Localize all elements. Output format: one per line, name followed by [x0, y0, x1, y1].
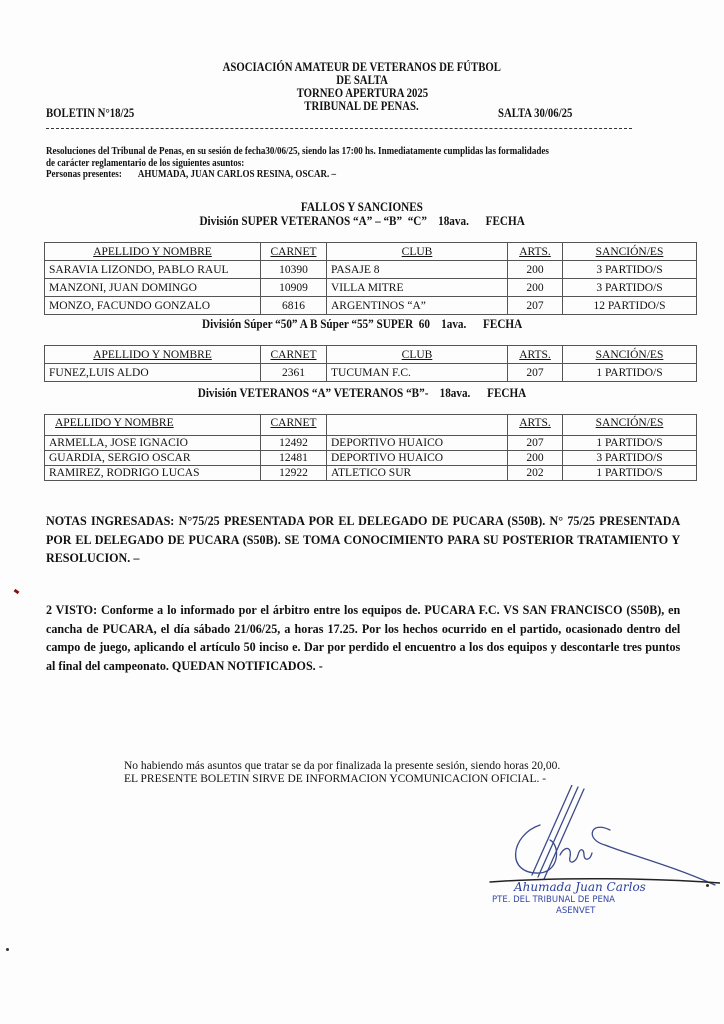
club: VILLA MITRE: [327, 279, 508, 297]
visto-paragraph: 2 VISTO: Conforme a lo informado por el árbitro entre los equipos de. PUCARA F.C. VS SAN FRANCISCO (S50B), en cancha de PUCARA, el día sábado 21/06/25, a horas 17.25. Por los hechos ocurrido en el partido, ocasionado dentro del campo de juego, aplicando el artículo 50 inciso e. Dar por perdido el encuentro a los dos equipos y descontarle tres puntos al final del campeonato. QUEDAN NOTIFICADOS. -: [46, 602, 681, 673]
arts: 207: [508, 436, 563, 451]
col-header-name: APELLIDO Y NOMBRE: [45, 243, 261, 261]
intro-line-2: de carácter reglamentario de los siguientes asuntos:: [46, 157, 245, 169]
col-header-club: CLUB: [327, 243, 508, 261]
fallos-title: FALLOS Y SANCIONES: [301, 199, 423, 214]
col-header-club: [327, 415, 508, 436]
scan-speck: [6, 948, 9, 951]
place-date: SALTA 30/06/25: [498, 106, 573, 120]
arts: 207: [508, 297, 563, 315]
club: PASAJE 8: [327, 261, 508, 279]
player-name: MONZO, FACUNDO GONZALO: [45, 297, 261, 315]
table-header-row: [45, 243, 697, 261]
club: TUCUMAN F.C.: [327, 364, 508, 382]
carnet: 6816: [261, 297, 327, 315]
signature-title-stamp: PTE. DEL TRIBUNAL DE PENA: [492, 895, 616, 905]
presentes-label: Personas presentes:: [46, 169, 122, 180]
tournament-title: TORNEO APERTURA 2025: [296, 86, 428, 100]
col-header-name: APELLIDO Y NOMBRE: [45, 415, 261, 436]
notas-ingresadas-paragraph: NOTAS INGRESADAS: N°75/25 PRESENTADA POR EL DELEGADO DE PUCARA (S50B). N° 75/25 PRESENTADA POR EL DELEGADO DE PUCARA (S50B). SE TOMA CONOCIMIENTO PARA SU POSTERIOR TRATAMIENTO Y RESOLUCION. –: [46, 513, 681, 565]
col-header-carnet: CARNET: [261, 415, 327, 436]
boletin-number: BOLETIN N°18/25: [46, 106, 135, 120]
sancion: 3 PARTIDO/S: [563, 279, 697, 297]
association-title: ASOCIACIÓN AMATEUR DE VETERANOS DE FÚTBOL: [222, 60, 502, 74]
sancion: 1 PARTIDO/S: [563, 436, 697, 451]
table-row: [45, 297, 697, 315]
closing-line-2: EL PRESENTE BOLETIN SIRVE DE INFORMACION YCOMUNICACION OFICIAL. -: [124, 773, 547, 785]
col-header-sancion: SANCIÓN/ES: [563, 346, 697, 364]
player-name: FUNEZ,LUIS ALDO: [45, 364, 261, 382]
col-header-arts: ARTS.: [508, 243, 563, 261]
table-header-row: [45, 415, 697, 436]
signature-name-stamp: Ahumada Juan Carlos: [514, 880, 646, 894]
table-row: [45, 364, 697, 382]
club: DEPORTIVO HUAICO: [327, 436, 508, 451]
carnet: 2361: [261, 364, 327, 382]
presentes-value: AHUMADA, JUAN CARLOS RESINA, OSCAR. –: [137, 169, 337, 180]
section-title-veteranos: División VETERANOS “A” VETERANOS “B”- 18ava. FECHA: [197, 385, 527, 400]
arts: 200: [508, 261, 563, 279]
carnet: 12922: [261, 466, 327, 481]
col-header-carnet: CARNET: [261, 346, 327, 364]
carnet: 12481: [261, 451, 327, 466]
carnet: 10390: [261, 261, 327, 279]
presentes-line: [46, 169, 639, 181]
player-name: SARAVIA LIZONDO, PABLO RAUL: [45, 261, 261, 279]
sancion: 1 PARTIDO/S: [563, 364, 697, 382]
sanctions-table-super-50: [44, 345, 697, 382]
club: DEPORTIVO HUAICO: [327, 451, 508, 466]
table-row: [45, 261, 697, 279]
closing-text: [124, 760, 560, 786]
player-name: ARMELLA, JOSE IGNACIO: [45, 436, 261, 451]
sancion: 1 PARTIDO/S: [563, 466, 697, 481]
col-header-sancion: SANCIÓN/ES: [563, 415, 697, 436]
arts: 207: [508, 364, 563, 382]
arts: 200: [508, 451, 563, 466]
col-header-sancion: SANCIÓN/ES: [563, 243, 697, 261]
separator-line: [46, 128, 632, 129]
intro-text: [46, 146, 639, 181]
table-row: [45, 279, 697, 297]
table-row: [45, 466, 697, 481]
club: ATLETICO SUR: [327, 466, 508, 481]
carnet: 12492: [261, 436, 327, 451]
closing-line-1: No habiendo más asuntos que tratar se da por finalizada la presente sesión, siendo horas 20,00.: [124, 760, 561, 772]
arts: 202: [508, 466, 563, 481]
player-name: RAMIREZ, RODRIGO LUCAS: [45, 466, 261, 481]
carnet: 10909: [261, 279, 327, 297]
scan-speck: [706, 884, 709, 887]
section-title-super-veteranos: División SUPER VETERANOS “A” – “B” “C” 18ava. FECHA: [199, 213, 525, 228]
col-header-arts: ARTS.: [508, 346, 563, 364]
section-title-super-50-55-60: División Súper “50” A B Súper “55” SUPER 60 1ava. FECHA: [201, 316, 523, 331]
sanctions-table-veteranos: [44, 414, 697, 481]
player-name: GUARDIA, SERGIO OSCAR: [45, 451, 261, 466]
col-header-name: APELLIDO Y NOMBRE: [45, 346, 261, 364]
association-subtitle: DE SALTA: [336, 73, 388, 87]
arts: 200: [508, 279, 563, 297]
player-name: MANZONI, JUAN DOMINGO: [45, 279, 261, 297]
sancion: 3 PARTIDO/S: [563, 451, 697, 466]
col-header-carnet: CARNET: [261, 243, 327, 261]
tribunal-title: TRIBUNAL DE PENAS.: [304, 99, 420, 113]
club: ARGENTINOS “A”: [327, 297, 508, 315]
sancion: 12 PARTIDO/S: [563, 297, 697, 315]
col-header-arts: ARTS.: [508, 415, 563, 436]
col-header-club: CLUB: [327, 346, 508, 364]
signature-org-stamp: ASENVET: [556, 906, 596, 916]
intro-line-1: Resoluciones del Tribunal de Penas, en su sesión de fecha30/06/25, siendo las 17:00 hs. Inmediatamente cumplidas las formalidades: [46, 146, 549, 157]
ink-mark: [14, 589, 20, 594]
sancion: 3 PARTIDO/S: [563, 261, 697, 279]
table-row: [45, 436, 697, 451]
sanctions-table-super-veteranos: [44, 242, 697, 315]
table-row: [45, 451, 697, 466]
table-header-row: [45, 346, 697, 364]
